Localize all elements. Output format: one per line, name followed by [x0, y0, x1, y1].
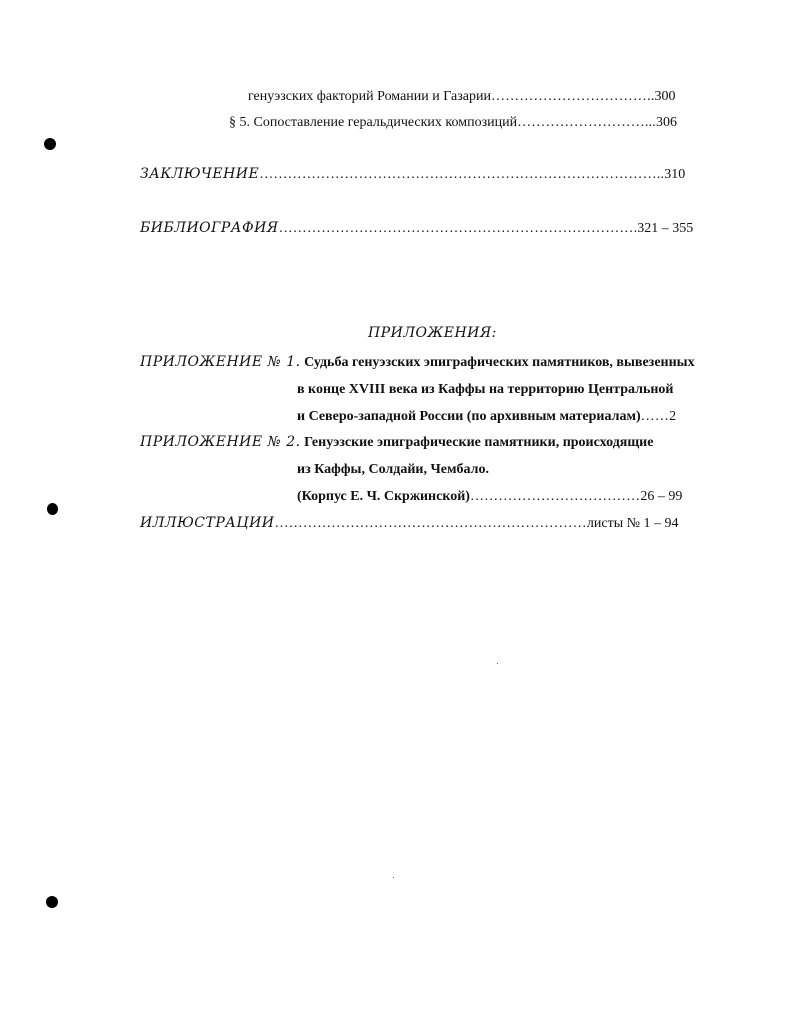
- leader-dots: ………………………………………………………………….: [278, 221, 638, 236]
- toc-entry: [248, 88, 676, 106]
- page-number: 300: [654, 89, 676, 104]
- appendix-title-line: Генуэзские эпиграфические памятники, происходящие: [304, 435, 654, 450]
- toc-entry: [229, 114, 677, 132]
- page-number: 26 – 99: [640, 489, 683, 504]
- binder-hole-mark: [44, 138, 56, 150]
- binder-hole-mark: [46, 896, 58, 908]
- toc-entry-illustrations: [140, 514, 678, 533]
- appendix-title-line: в конце XVIII века из Каффы на территорию Центральной: [297, 382, 674, 397]
- page-number: 321 – 355: [637, 221, 694, 236]
- section-label: ЗАКЛЮЧЕНИЕ: [140, 166, 260, 182]
- toc-entry-conclusion: [140, 165, 685, 184]
- toc-entry-title: § 5. Сопоставление геральдических композиций: [229, 115, 518, 130]
- section-label: БИБЛИОГРАФИЯ: [140, 220, 279, 236]
- appendix-title-line: (Корпус Е. Ч. Скржинской)………………………………26 – 99: [297, 489, 683, 504]
- leader-dots: ……: [640, 409, 670, 424]
- appendix-title-line: и Северо-западной России (по архивным материалам)……2: [297, 409, 677, 424]
- toc-entry-bibliography: [140, 219, 693, 238]
- page-number: 306: [656, 115, 678, 130]
- page-number: 310: [664, 167, 686, 182]
- appendix-title-line: из Каффы, Солдайи, Чембало.: [297, 462, 489, 477]
- appendix-2: [140, 433, 653, 452]
- leader-dots: …………………………………………………………: [274, 516, 587, 531]
- scan-speck: [497, 663, 498, 664]
- scan-speck: [393, 877, 394, 878]
- binder-hole-mark: [47, 503, 58, 515]
- leader-dots: …………………………………………………………………………..: [259, 167, 665, 182]
- page-number: листы № 1 – 94: [586, 516, 679, 531]
- page-number: 2: [669, 409, 677, 424]
- appendix-label: ПРИЛОЖЕНИЕ № 2.: [140, 434, 301, 450]
- leader-dots: ………………………………: [469, 489, 641, 504]
- leader-dots: ……………………………..: [490, 89, 655, 104]
- section-label: ИЛЛЮСТРАЦИИ: [140, 515, 275, 531]
- appendices-heading: ПРИЛОЖЕНИЯ:: [368, 325, 497, 341]
- appendix-1: [140, 353, 695, 372]
- appendix-title-line: Судьба генуэзских эпиграфических памятников, вывезенных: [304, 355, 695, 370]
- appendix-label: ПРИЛОЖЕНИЕ № 1.: [140, 354, 301, 370]
- toc-entry-title: генуэзских факторий Романии и Газарии: [248, 89, 491, 104]
- leader-dots: ………………………...: [517, 115, 657, 130]
